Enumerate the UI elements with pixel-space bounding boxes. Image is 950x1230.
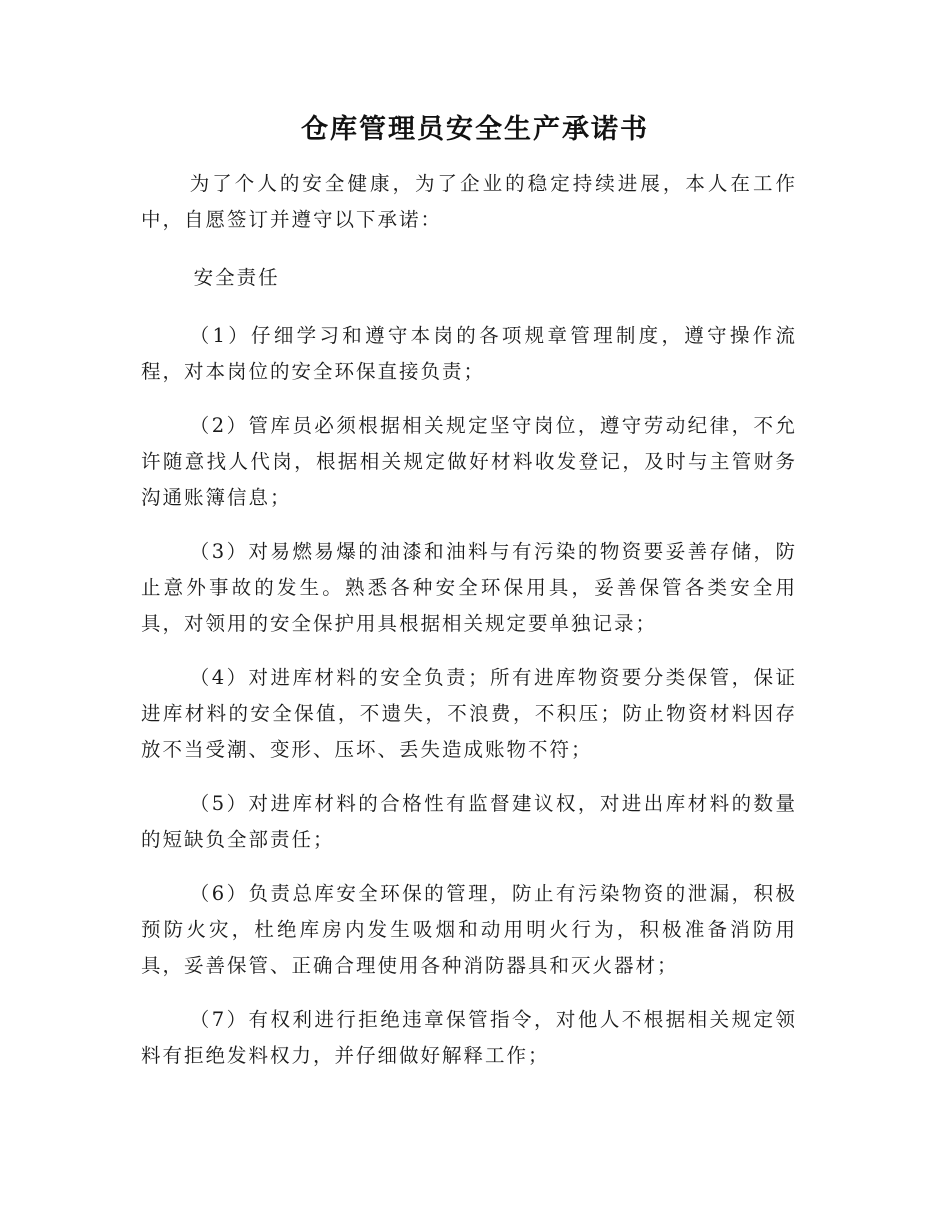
document-title: 仓库管理员安全生产承诺书	[301, 114, 649, 145]
document-body	[141, 166, 797, 1092]
item-paragraph-3: （3）对易燃易爆的油漆和油料与有污染的物资要妥善存储，防止意外事故的发生。熟悉各种安全环保用具，妥善保管各类安全用具，对领用的安全保护用具根据相关规定要单独记录；	[141, 540, 797, 635]
item-paragraph-2: （2）管库员必须根据相关规定坚守岗位，遵守劳动纪律，不允许随意找人代岗，根据相关规定做好材料收发登记，及时与主管财务沟通账簿信息；	[141, 414, 797, 509]
section-heading: 安全责任	[193, 266, 280, 289]
item-paragraph-7: （7）有权利进行拒绝违章保管指令，对他人不根据相关规定领料有拒绝发料权力，并仔细做好解释工作；	[141, 1008, 797, 1067]
item-paragraph-6: （6）负责总库安全环保的管理，防止有污染物资的泄漏，积极预防火灾，杜绝库房内发生吸烟和动用明火行为，积极准备消防用具，妥善保管、正确合理使用各种消防器具和灭火器材；	[141, 882, 797, 977]
item-paragraph-4: （4）对进库材料的安全负责；所有进库物资要分类保管，保证进库材料的安全保值，不遗失，不浪费，不积压；防止物资材料因存放不当受潮、变形、压坏、丢失造成账物不符；	[141, 666, 797, 761]
item-paragraph-1: （1）仔细学习和遵守本岗的各项规章管理制度，遵守操作流程，对本岗位的安全环保直接负责；	[141, 324, 797, 383]
intro-paragraph: 为了个人的安全健康，为了企业的稳定持续进展，本人在工作中，自愿签订并遵守以下承诺：	[141, 172, 797, 231]
item-paragraph-5: （5）对进库材料的合格性有监督建议权，对进出库材料的数量的短缺负全部责任；	[141, 792, 797, 851]
